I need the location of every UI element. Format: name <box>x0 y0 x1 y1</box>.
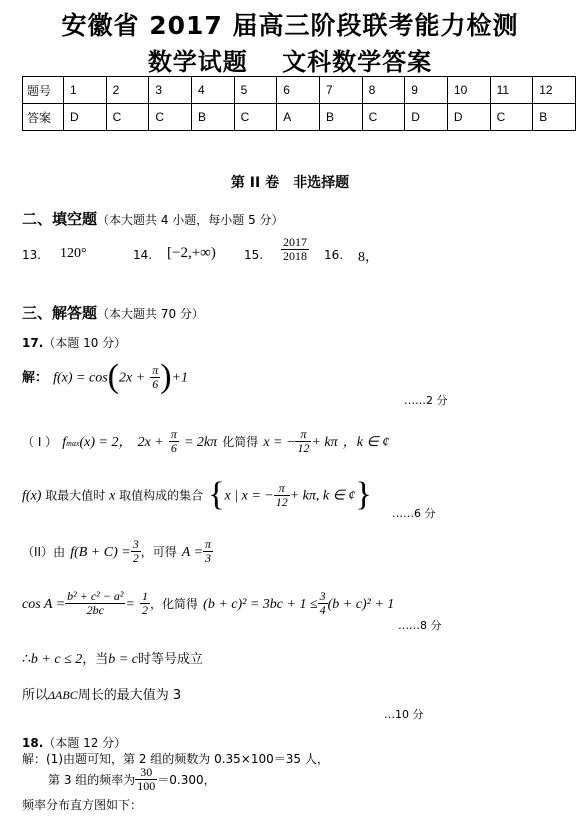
row-label-question-number: 题号 <box>23 77 64 104</box>
question-number: 17. <box>22 336 44 350</box>
table-cell: B <box>191 104 234 131</box>
document-title: 安徽省 2017 届高三阶段联考能力检测 <box>61 11 519 40</box>
table-cell: C <box>490 104 533 131</box>
q17-equality-condition: ∴b + c ≤ 2，当b = c时等号成立 <box>22 652 203 667</box>
document-subtitle: 数学试题 文科数学答案 <box>147 48 433 76</box>
table-cell: B <box>319 104 362 131</box>
q16-answer: 8， <box>358 250 379 265</box>
fraction: $\frac{\pi}{3}$ <box>205 537 212 565</box>
fraction: $\frac{3}{4}$ <box>319 589 326 617</box>
fraction: $\frac{\pi}{12}$ <box>275 480 288 509</box>
q18-line-2: 第 3 组的频率为 $\frac{30}{100}$ ＝0.300， <box>48 765 216 793</box>
section-note: （本大题共 70 分） <box>97 307 204 321</box>
solve-section-heading <box>22 302 204 323</box>
table-cell: C <box>362 104 405 131</box>
q15-number: 15. <box>244 248 264 262</box>
q18-line-1: 解：(1)由题可知，第 2 组的频数为 0.35×100＝35 人， <box>22 752 329 766</box>
score-marker: ……8 分 <box>398 619 442 632</box>
score-marker: ……2 分 <box>404 394 448 407</box>
q17-set-statement: f(x) 取最大值时 x 取值构成的集合 {x | x = − $\frac{\pi}{12}$ + kπ, k ∈ ¢} <box>22 476 372 513</box>
q17-function-definition: 解： f(x) = cos(2x + $\frac{\pi}{6}$ )+1 <box>22 358 189 395</box>
q17-conclusion: 所以ΔABC周长的最大值为 3 <box>22 688 182 703</box>
q17-heading <box>22 332 126 351</box>
fraction: $\frac{30}{100}$ <box>137 765 156 793</box>
table-cell: C <box>234 104 277 131</box>
table-cell: 8 <box>362 77 405 104</box>
q18-line-3: 频率分布直方图如下： <box>22 798 143 812</box>
score-marker: ……6 分 <box>392 507 436 520</box>
fill-section-heading <box>22 208 284 229</box>
table-cell: 11 <box>490 77 533 104</box>
answer-table <box>22 76 576 131</box>
table-cell: A <box>277 104 320 131</box>
q15-answer <box>281 236 309 263</box>
fraction: $\frac{3}{2}$ <box>132 537 139 565</box>
section-title: 二、填空题 <box>22 210 98 228</box>
volume-heading: 第 II 卷 非选择题 <box>230 175 350 191</box>
table-cell: 5 <box>234 77 277 104</box>
question-number: 18. <box>22 736 44 750</box>
table-cell: 1 <box>64 77 107 104</box>
q16-number: 16. <box>324 248 344 262</box>
q17-part2: （II）由 f(B + C) = $\frac{3}{2}$ ，可得 A = $\frac{\pi}{3}$ <box>22 537 212 565</box>
table-cell: D <box>64 104 107 131</box>
section-title: 三、解答题 <box>22 304 98 322</box>
table-cell: 3 <box>149 77 192 104</box>
table-cell: 2 <box>106 77 149 104</box>
q14-number: 14. <box>133 248 153 262</box>
question-number-row <box>23 77 576 104</box>
table-cell: C <box>106 104 149 131</box>
table-cell: D <box>405 104 448 131</box>
fraction: $\frac{\pi}{6}$ <box>170 427 177 455</box>
fraction: $\frac{2017}{2018}$ <box>283 235 307 263</box>
q18-heading <box>22 732 126 751</box>
answer-row <box>23 104 576 131</box>
score-marker: …10 分 <box>384 708 424 721</box>
row-label-answer: 答案 <box>23 104 64 131</box>
q17-cosine-law: cos A = $\frac{\text{b² + c² − a²}}{2bc}$ = $\frac{1}{2}$ ，化简得 (b + c)² = 3bc + 1 ≤ $\frac{3}{4}$ (b + c)² + 1 <box>22 589 395 617</box>
q14-answer: [−2,+∞) <box>167 245 216 261</box>
fraction: $\frac{\pi}{6}$ <box>152 362 159 391</box>
q13-answer: 120° <box>60 246 87 261</box>
table-cell: 7 <box>319 77 362 104</box>
question-score: （本题 12 分） <box>43 736 127 750</box>
table-cell: 12 <box>533 77 576 104</box>
table-cell: 6 <box>277 77 320 104</box>
table-cell: 4 <box>191 77 234 104</box>
fraction: $\frac{1}{2}$ <box>142 589 149 617</box>
table-cell: C <box>149 104 192 131</box>
question-score: （本题 10 分） <box>43 336 127 350</box>
solution-label: 解： <box>22 370 49 386</box>
table-cell: 9 <box>405 77 448 104</box>
fraction: $\frac{\text{b² + c² − a²}}{2bc}$ <box>67 589 124 617</box>
section-note: （本大题共 4 小题，每小题 5 分） <box>97 213 284 227</box>
table-cell: B <box>533 104 576 131</box>
table-cell: 10 <box>447 77 490 104</box>
fraction: $\frac{\pi}{12}$ <box>297 427 310 455</box>
q17-part1: （ I ） fmax(x) = 2， 2x + $\frac{\pi}{6}$ = 2kπ 化简得 x = − $\frac{\pi}{12}$ + kπ ，k ∈ ¢ <box>22 427 390 455</box>
q13-number: 13. <box>22 248 42 262</box>
table-cell: D <box>447 104 490 131</box>
